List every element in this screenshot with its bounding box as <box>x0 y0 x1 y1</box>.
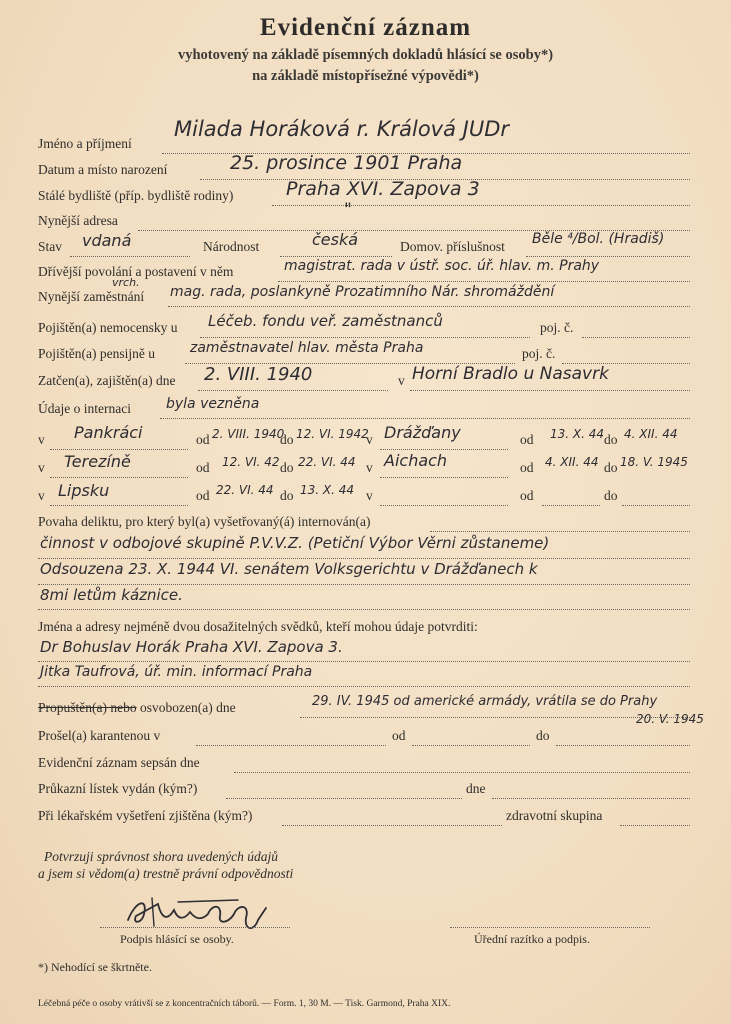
label-signature: Podpis hlásící se osoby. <box>120 932 234 946</box>
line-int3-place2 <box>380 505 508 506</box>
label-health-insurance: Pojištěn(a) nemocensky u <box>38 320 178 335</box>
line-id-card-date <box>492 798 690 799</box>
line-current-job <box>168 306 690 307</box>
value-arrested-date: 2. VIII. 1940 <box>204 364 313 385</box>
line-int1-place <box>50 449 188 450</box>
confirm-line-1: Potvrzuji správnost shora uvedených údajů <box>44 849 278 864</box>
line-offense-1 <box>38 558 690 559</box>
label-arrested: Zatčen(a), zajištěn(a) dne <box>38 373 176 388</box>
line-witness-1 <box>38 661 690 662</box>
value-health-insurance: Léčeb. fondu veř. zaměstnanců <box>208 312 443 330</box>
label-int3-od: od <box>196 488 210 503</box>
label-current-address: Nynější adresa <box>38 213 118 228</box>
value-int2-to2: 18. V. 1945 <box>620 455 688 469</box>
value-int2-place: Terezíně <box>64 452 131 471</box>
line-internment <box>160 418 690 419</box>
value-marital: vdaná <box>82 231 132 250</box>
label-stamp: Úřední razítko a podpis. <box>474 932 590 946</box>
value-internment: byla vezněna <box>166 396 260 412</box>
label-released-struck: Propuštěn(a) nebo <box>38 700 137 715</box>
line-nationality <box>280 256 392 257</box>
label-int3-do2: do <box>604 488 618 503</box>
value-int2-place2: Aichach <box>384 451 448 470</box>
value-int1-place: Pankráci <box>74 423 143 442</box>
label-domicile: Domov. příslušnost <box>400 239 505 254</box>
value-int2-to: 22. VI. 44 <box>298 455 356 469</box>
value-int3-from: 22. VI. 44 <box>216 483 274 497</box>
label-current-job: Nynější zaměstnání <box>38 289 145 304</box>
line-arrested-date <box>198 390 388 391</box>
line-health-insurance <box>200 337 530 338</box>
label-nationality: Národnost <box>203 239 260 254</box>
label-previous-job: Dřívější povolání a postavení v něm <box>38 264 234 279</box>
value-released: 29. IV. 1945 od americké armády, vrátila se do Prahy <box>312 694 658 709</box>
value-int1-place2: Drážďany <box>384 423 461 442</box>
line-witness-2 <box>38 686 690 687</box>
label-int3-od2: od <box>520 488 534 503</box>
label-insurance-no-2: poj. č. <box>522 346 556 361</box>
value-offense-1: činnost v odbojové skupině P.V.V.Z. (Petiční Výbor Věrni zůstaneme) <box>40 534 550 552</box>
line-medical <box>282 825 502 826</box>
label-name: Jméno a příjmení <box>38 136 132 151</box>
value-int3-to: 13. X. 44 <box>300 483 355 497</box>
value-residence: Praha XVI. Zapova 3 <box>286 178 480 200</box>
value-current-address: " <box>344 200 352 220</box>
value-current-job: mag. rada, poslankyně Prozatimního Nár. shromáždění <box>170 284 555 300</box>
form-title: Evidenční záznam <box>259 14 472 41</box>
label-int1-v: v <box>38 432 45 447</box>
value-offense-2: Odsouzena 23. X. 1944 VI. senátem Volksgerichtu v Drážďanech k <box>40 560 538 578</box>
value-birth: 25. prosince 1901 Praha <box>230 152 463 174</box>
line-quarantine <box>196 745 386 746</box>
label-int1-v2: v <box>366 432 373 447</box>
label-pension-insurance: Pojištěn(a) pensijně u <box>38 346 155 361</box>
label-int2-od2: od <box>520 460 534 475</box>
value-pension-insurance: zaměstnavatel hlav. města Praha <box>190 340 424 356</box>
label-int2-do: do <box>280 460 294 475</box>
line-int2-place2 <box>380 477 508 478</box>
label-internment: Údaje o internaci <box>38 401 131 416</box>
label-birth: Datum a místo narození <box>38 162 168 177</box>
line-int1-place2 <box>380 449 508 450</box>
line-int3-to2 <box>622 505 690 506</box>
label-insurance-no-1: poj. č. <box>540 320 574 335</box>
line-released <box>300 717 690 718</box>
label-released <box>38 700 236 716</box>
value-int1-to2: 4. XII. 44 <box>624 427 678 441</box>
value-domicile: Běle ⁴/Bol. (Hradiš) <box>532 231 665 247</box>
line-insurance-no-1 <box>582 337 690 338</box>
form-subtitle-2: na základě místopřísežné výpovědi*) <box>252 68 479 84</box>
label-int1-od2: od <box>520 432 534 447</box>
label-health-group: zdravotní skupina <box>506 808 603 823</box>
form-subtitle-1: vyhotovený na základě písemných dokladů hlásící se osoby*) <box>177 47 554 63</box>
label-id-card-date: dne <box>466 781 486 796</box>
label-int2-v2: v <box>366 460 373 475</box>
value-int2-from: 12. VI. 42 <box>222 455 280 469</box>
line-int3-from2 <box>542 505 600 506</box>
label-residence: Stálé bydliště (příp. bydliště rodiny) <box>38 188 234 203</box>
line-int3-place <box>50 505 188 506</box>
line-int2-place <box>50 477 188 478</box>
line-previous-job <box>278 281 690 282</box>
label-int3-v: v <box>38 488 45 503</box>
line-residence <box>272 205 690 206</box>
value-offense-3: 8mi letům káznice. <box>40 586 183 604</box>
value-released-date2: 20. V. 1945 <box>636 712 704 726</box>
footnote-strike: *) Nehodící se škrtněte. <box>38 960 152 974</box>
label-quarantine-od: od <box>392 728 406 743</box>
label-record-date: Evidenční záznam sepsán dne <box>38 755 200 770</box>
line-marital <box>70 256 190 257</box>
line-offense-3 <box>38 609 690 610</box>
line-quarantine-to <box>556 745 690 746</box>
line-record-date <box>234 772 690 773</box>
label-int3-do: do <box>280 488 294 503</box>
confirm-line-2: a jsem si vědom(a) trestně právní odpovědnosti <box>38 866 294 881</box>
label-int1-od: od <box>196 432 210 447</box>
label-marital: Stav <box>38 239 63 254</box>
label-int1-do2: do <box>604 432 618 447</box>
label-int3-v2: v <box>366 488 373 503</box>
line-arrested-place <box>410 390 690 391</box>
print-footer: Léčebná péče o osoby vrátivší se z koncentračních táborů. — Form. 1, 30 M. — Tisk. Garmond, Praha XIX. <box>38 999 451 1009</box>
label-int2-od: od <box>196 460 210 475</box>
line-offense-0 <box>430 531 690 532</box>
line-quarantine-from <box>412 745 530 746</box>
label-witnesses: Jména a adresy nejméně dvou dosažitelných svědků, kteří mohou údaje potvrditi: <box>38 619 478 634</box>
value-name: Milada Horáková r. Králová JUDr <box>174 117 510 141</box>
label-quarantine: Prošel(a) karantenou v <box>38 728 161 743</box>
line-offense-2 <box>38 584 690 585</box>
value-previous-job: magistrat. rada v ústř. soc. úř. hlav. m. Prahy <box>284 258 600 274</box>
label-offense: Povaha deliktu, pro který byl(a) vyšetřovaný(á) internován(a) <box>38 514 371 529</box>
value-vrch-note: vrch. <box>112 276 140 289</box>
line-stamp <box>450 927 650 928</box>
signature-image <box>118 890 288 936</box>
label-int2-v: v <box>38 460 45 475</box>
label-arrested-place: v <box>398 373 405 388</box>
value-int1-from: 2. VIII. 1940 <box>212 427 285 441</box>
value-int1-from2: 13. X. 44 <box>550 427 605 441</box>
line-health-group <box>620 825 690 826</box>
value-witness-1: Dr Bohuslav Horák Praha XVI. Zapova 3. <box>40 638 343 656</box>
value-int2-from2: 4. XII. 44 <box>545 455 599 469</box>
value-witness-2: Jitka Taufrová, úř. min. informací Praha <box>40 664 313 680</box>
label-int1-do: do <box>280 432 294 447</box>
value-nationality: česká <box>312 230 359 249</box>
value-int3-place: Lipsku <box>58 481 110 500</box>
label-int2-do2: do <box>604 460 618 475</box>
label-released-rest: osvobozen(a) dne <box>136 700 236 715</box>
line-signature <box>100 927 290 928</box>
line-id-card <box>226 798 462 799</box>
value-int1-to: 12. VI. 1942 <box>296 427 369 441</box>
label-quarantine-do: do <box>536 728 550 743</box>
value-arrested-place: Horní Bradlo u Nasavrk <box>412 364 609 384</box>
label-id-card: Průkazní lístek vydán (kým?) <box>38 781 198 796</box>
line-domicile <box>526 256 690 257</box>
label-medical: Při lékařském vyšetření zjištěna (kým?) <box>38 808 253 823</box>
